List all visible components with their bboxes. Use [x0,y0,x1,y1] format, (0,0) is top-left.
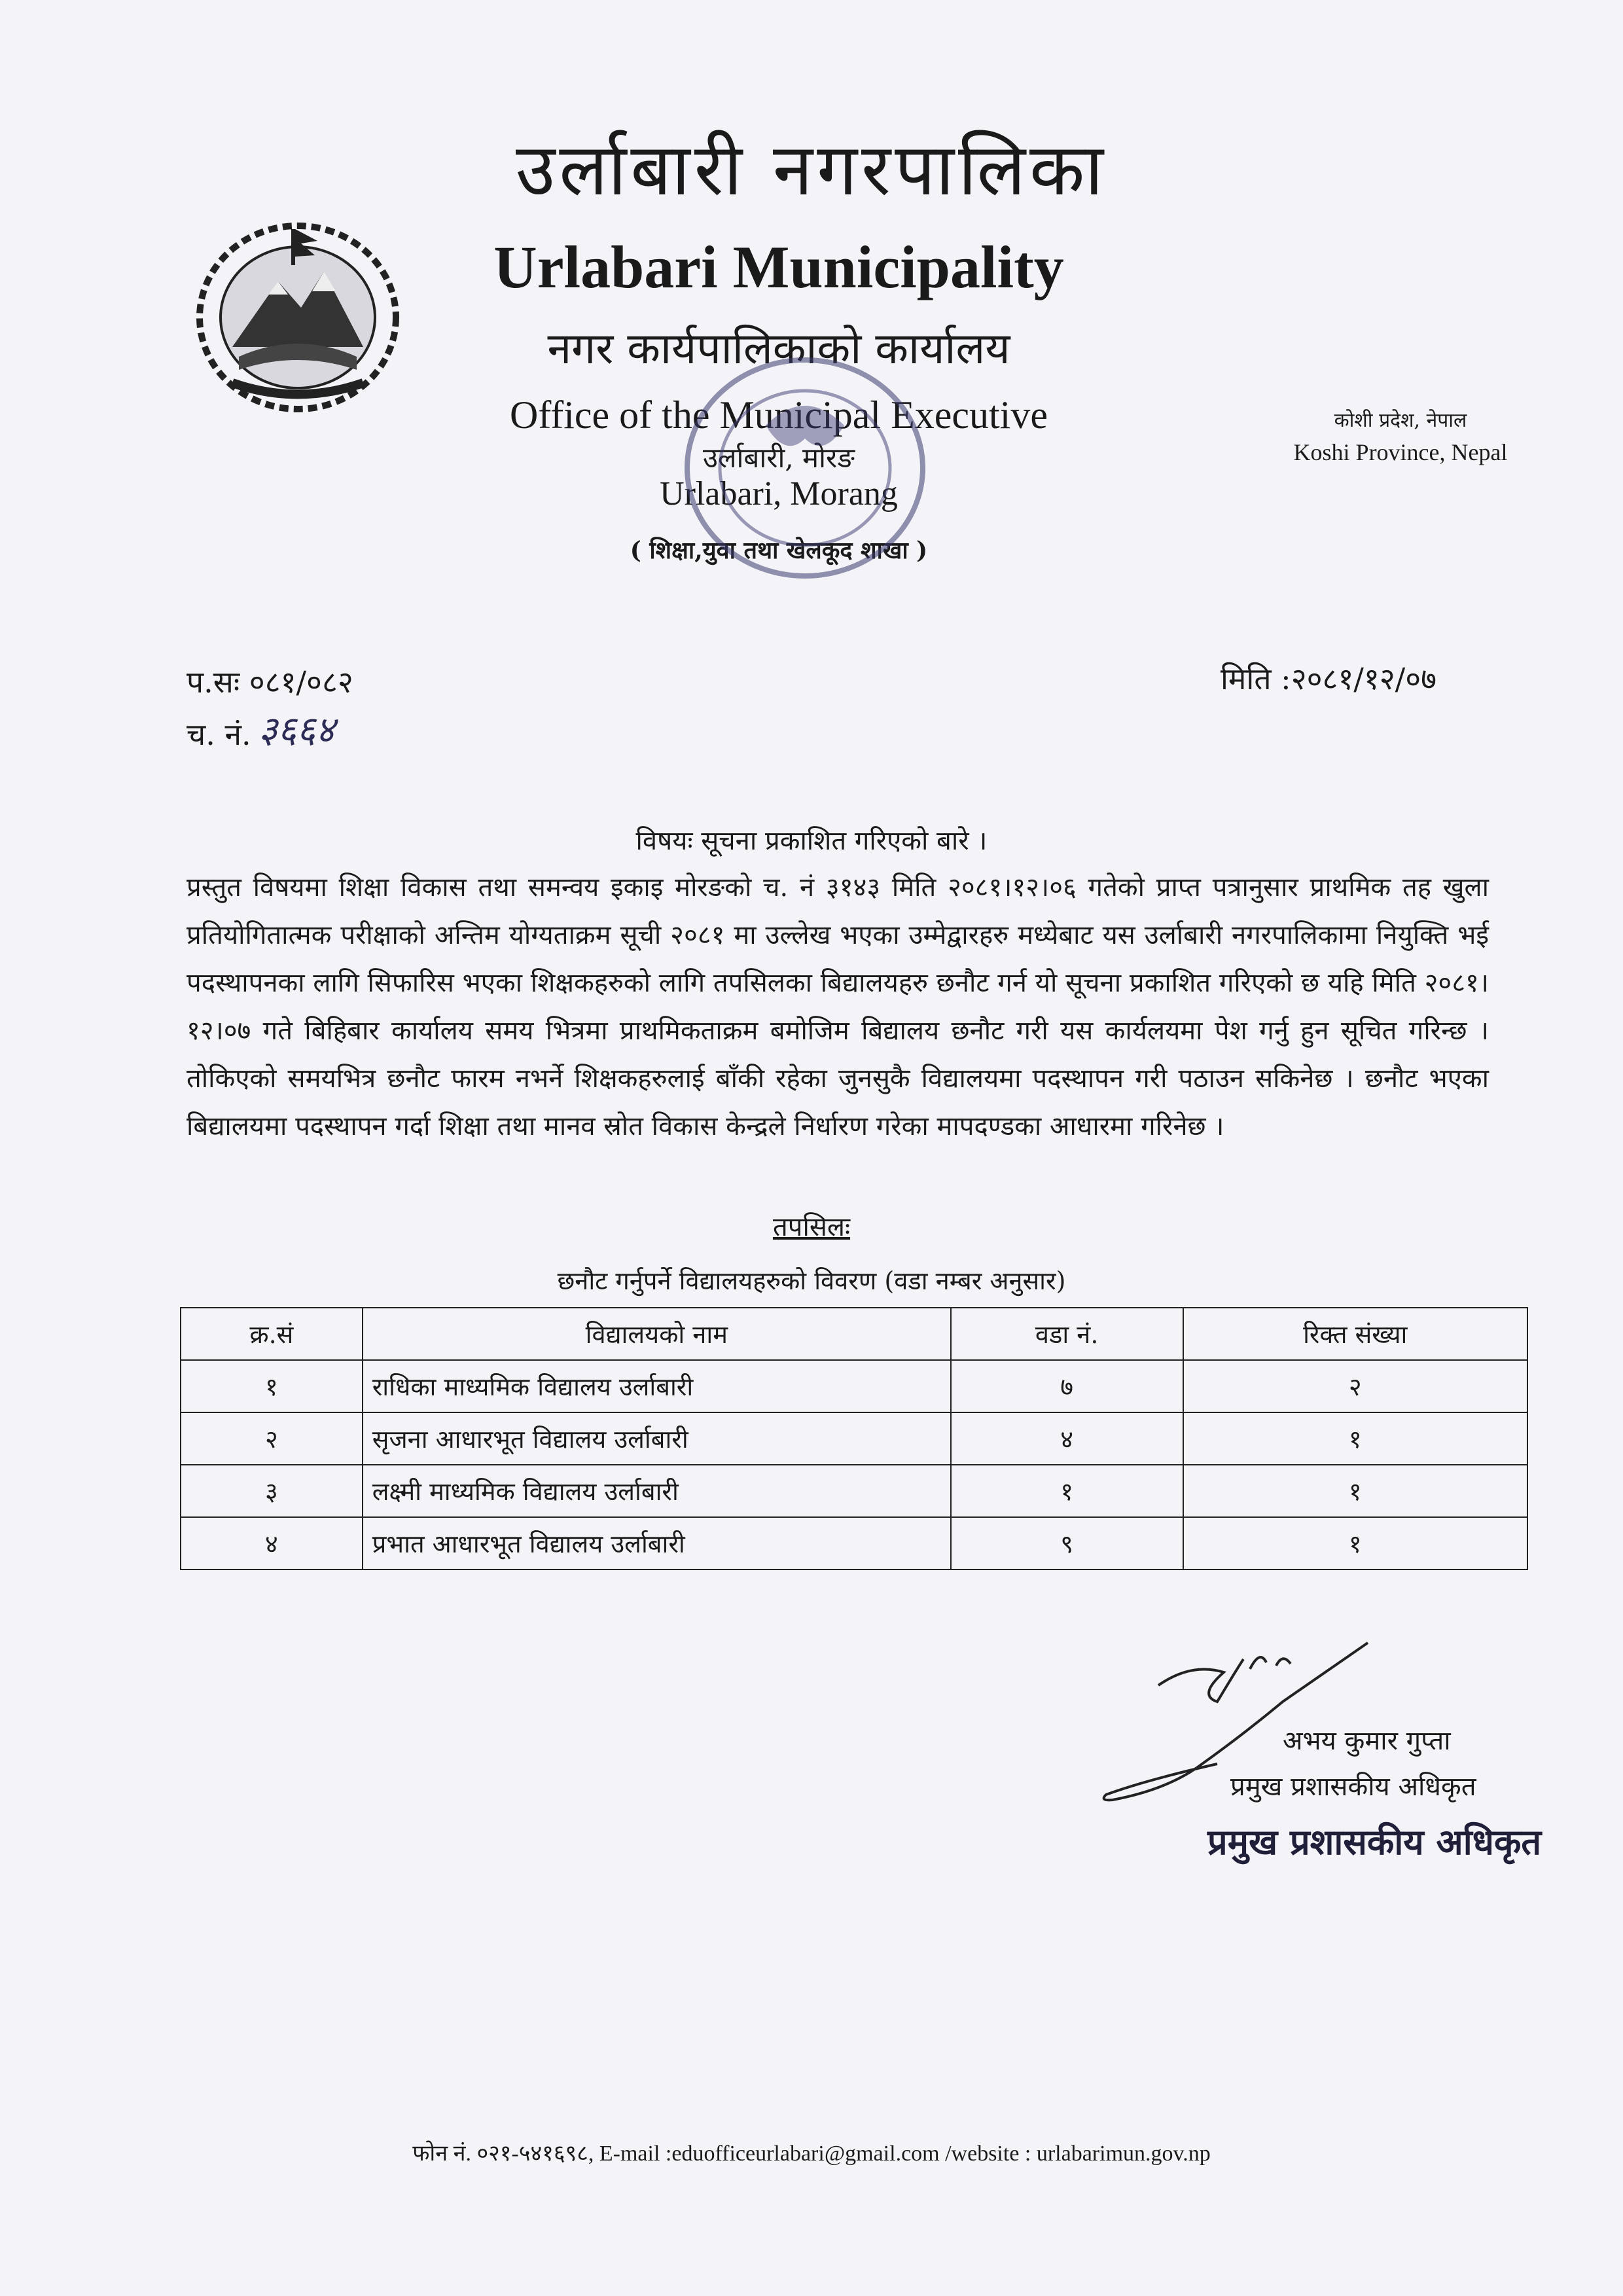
signatory-name: अभय कुमार गुप्ता [1283,1726,1451,1756]
footer-contact: फोन नं. ०२१-५४१६९८, E-mail :eduofficeurlabari@gmail.com /website : urlabarimun.gov.np [412,2142,1211,2166]
header-school-name: विद्यालयको नाम [363,1308,951,1360]
table-row [181,1412,1527,1465]
cell-ward-number: ४ [951,1412,1183,1465]
cell-school-name: प्रभात आधारभूत विद्यालय उर्लाबारी [363,1517,951,1570]
office-name-nepali: नगर कार्यपालिकाको कार्यालय [547,323,1010,374]
cell-vacancy-count: १ [1183,1517,1528,1570]
cell-school-name: लक्ष्मी माध्यमिक विद्यालय उर्लाबारी [363,1465,951,1517]
table-row [181,1517,1527,1570]
header-ward-number: वडा नं. [951,1308,1183,1360]
cell-vacancy-count: १ [1183,1412,1528,1465]
table-caption: छनौट गर्नुपर्ने विद्यालयहरुको विवरण (वडा नम्बर अनुसार) [557,1266,1066,1295]
letter-subject: विषयः सूचना प्रकाशित गरिएको बारे । [635,826,988,856]
cell-serial: ४ [181,1517,363,1570]
municipality-title-nepali: उर्लाबारी नगरपालिका [515,128,1108,211]
section-name: ( शिक्षा,युवा तथा खेलकूद शाखा ) [630,537,928,564]
province-english: Koshi Province, Nepal [1293,439,1508,465]
list-heading: तपसिलः [772,1212,851,1242]
cell-school-name: राधिका माध्यमिक विद्यालय उर्लाबारी [363,1360,951,1412]
chalani-number-value: ३६६४ [259,709,335,751]
table-row [181,1465,1527,1517]
office-name-english: Office of the Municipal Executive [510,393,1048,437]
address-english: Urlabari, Morang [660,475,898,512]
municipality-title-english: Urlabari Municipality [493,234,1064,300]
province-nepali: कोशी प्रदेश, नेपाल [1334,409,1467,432]
chalani-number-label: च. नं. [187,717,251,752]
cell-ward-number: ७ [951,1360,1183,1412]
cell-ward-number: ९ [951,1517,1183,1570]
schools-table [180,1307,1528,1570]
letter-body: प्रस्तुत विषयमा शिक्षा विकास तथा समन्वय इकाइ मोरङको च. नं ३१४३ मिति २०८१।१२।०६ गतेको प्राप्त पत्रानुसार प्राथमिक तह खुला प्रतियोगितात्मक परीक्षाको अन्तिम योग्यताक्रम सूची २०८१ मा उल्लेख भएका उम्मेद्वारहरु मध्येबाट यस उर्लाबारी नगरपालिकामा नियुक्ति भई पदस्थापनका लागि सिफारिस भएका शिक्षकहरुको लागि तपसिलका बिद्यालयहरु छनौट गर्न यो सूचना प्रकाशित गरिएको छ यहि मिति २०८१।१२।०७ गते बिहिबार कार्यालय समय भित्रमा प्राथमिकताक्रम बमोजिम बिद्यालय छनौट गरी यस कार्यलयमा पेश गर्नु हुन सूचित गरिन्छ । तोकिएको समयभित्र छनौट फारम नभर्ने शिक्षकहरुलाई बाँकी रहेका जुनसुकै विद्यालयमा पदस्थापन गरी पठाउन सकिनेछ । छनौट भएका बिद्यालयमा पदस्थापन गर्दा शिक्षा तथा मानव स्रोत विकास केन्द्रले निर्धारण गरेका मापदण्डका आधारमा गरिनेछ । [187,872,1489,1141]
signatory-title: प्रमुख प्रशासकीय अधिकृत [1230,1772,1476,1802]
cell-vacancy-count: २ [1183,1360,1528,1412]
cell-serial: १ [181,1360,363,1412]
cell-ward-number: १ [951,1465,1183,1517]
office-seal-stamp-icon [674,347,936,589]
letter-date: मिति :२०८१/१२/०७ [1221,661,1437,696]
table-header-row [181,1308,1527,1360]
signatory-designation-stamp: प्रमुख प्रशासकीय अधिकृत [1207,1821,1542,1863]
patra-sankhya: प.सः ०८१/०८२ [187,664,353,700]
cell-serial: २ [181,1412,363,1465]
cell-school-name: सृजना आधारभूत विद्यालय उर्लाबारी [363,1412,951,1465]
cell-vacancy-count: १ [1183,1465,1528,1517]
table-row [181,1360,1527,1412]
header-vacancy-count: रिक्त संख्या [1183,1308,1528,1360]
cell-serial: ३ [181,1465,363,1517]
address-nepali: उर्लाबारी, मोरङ [703,442,855,474]
header-serial: क्र.सं [181,1308,363,1360]
